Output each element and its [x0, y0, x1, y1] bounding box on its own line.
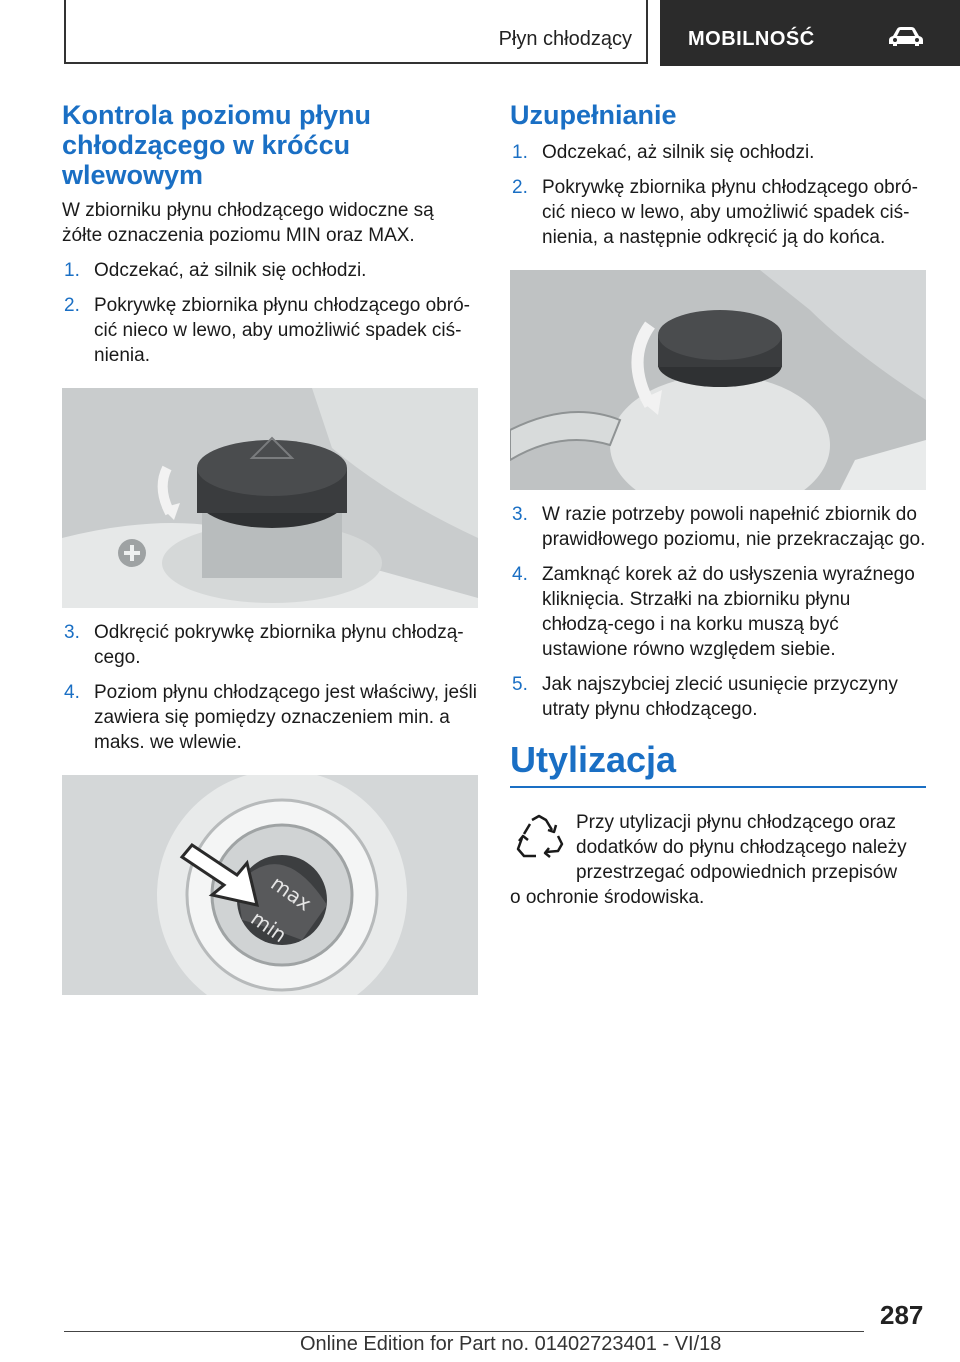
gauge-max-label: max [266, 871, 316, 916]
step-number: 1. [512, 142, 528, 163]
list-item [62, 680, 478, 755]
list-item [62, 620, 478, 670]
step-number: 3. [64, 622, 80, 643]
step-number: 4. [512, 564, 528, 585]
step-text: Odkręcić pokrywkę zbiornika płynu chłodzą-cego. [94, 622, 464, 668]
list-item [62, 258, 478, 283]
section-title: MOBILNOŚĆ [688, 28, 815, 50]
step-text: Zamknąć korek aż do usłyszenia wyraźnego kliknięcia. Strzałki na zbiorniku płynu chłodzą-cego i na korku muszą być ustawione równo względem siebie. [542, 564, 915, 660]
intro-text: W zbiorniku płynu chłodzącego widoczne są żółte oznaczenia poziomu MIN oraz MAX. [62, 200, 434, 246]
list-item [510, 672, 926, 722]
photo-cap-open [510, 270, 926, 490]
list-item [510, 562, 926, 662]
step-number: 4. [64, 682, 80, 703]
step-text: Jak najszybciej zlecić usunięcie przyczyny utraty płynu chłodzącego. [542, 674, 898, 720]
step-text: Poziom płynu chłodzącego jest właściwy, jeśli zawiera się pomiędzy oznaczeniem min. a maks. we wlewie. [94, 682, 477, 753]
car-icon [888, 26, 924, 48]
gauge-min-label: min [246, 906, 292, 948]
step-text: Odczekać, aż silnik się ochłodzi. [94, 260, 367, 281]
right-column [510, 100, 926, 910]
disposal-note [510, 810, 926, 910]
photo-filler-neck-gauge [62, 775, 478, 995]
heading-level-check: Kontrola poziomu płynu chłodzącego w króćcu wlewowym [62, 100, 371, 190]
steps-list-check-a [62, 258, 478, 368]
disposal-text: Przy utylizacji płynu chłodzącego oraz dodatków do płynu chłodzącego należy przestrzegać odpowiednich przepisów [576, 812, 907, 883]
disposal-heading-wrap [510, 740, 926, 788]
step-number: 3. [512, 504, 528, 525]
step-text: Odczekać, aż silnik się ochłodzi. [542, 142, 815, 163]
step-number: 1. [64, 260, 80, 281]
step-number: 5. [512, 674, 528, 695]
steps-list-fill-b [510, 502, 926, 722]
chapter-title: Płyn chłodzący [498, 28, 632, 50]
step-text: W razie potrzeby powoli napełnić zbiornik do prawidłowego poziomu, nie przekraczając go. [542, 504, 926, 550]
recycle-icon [514, 814, 564, 862]
header-title-box [64, 0, 648, 64]
disposal-text-tail: o ochronie środowiska. [510, 887, 705, 908]
list-item [510, 502, 926, 552]
list-item [510, 175, 926, 250]
list-item [510, 140, 926, 165]
step-text: Pokrywkę zbiornika płynu chłodzącego obró-cić nieco w lewo, aby umożliwić spadek ciś-nienia. [94, 295, 470, 366]
left-column [62, 100, 478, 1007]
steps-list-check-b [62, 620, 478, 755]
heading-disposal: Utylizacja [510, 739, 677, 780]
steps-list-fill-a [510, 140, 926, 250]
heading-topping-up: Uzupełnianie [510, 100, 677, 130]
footer-edition: Online Edition for Part no. 01402723401 - VI/18 [300, 1333, 722, 1355]
step-number: 2. [64, 295, 80, 316]
step-text: Pokrywkę zbiornika płynu chłodzącego obró-cić nieco w lewo, aby umożliwić spadek ciś-nienia, a następnie odkręcić ją do końca. [542, 177, 918, 248]
header-section-box [660, 0, 960, 66]
footer-divider [64, 1331, 864, 1332]
page-header [64, 0, 960, 66]
step-number: 2. [512, 177, 528, 198]
list-item [62, 293, 478, 368]
page-number: 287 [880, 1300, 924, 1330]
photo-cap-closed [62, 388, 478, 608]
